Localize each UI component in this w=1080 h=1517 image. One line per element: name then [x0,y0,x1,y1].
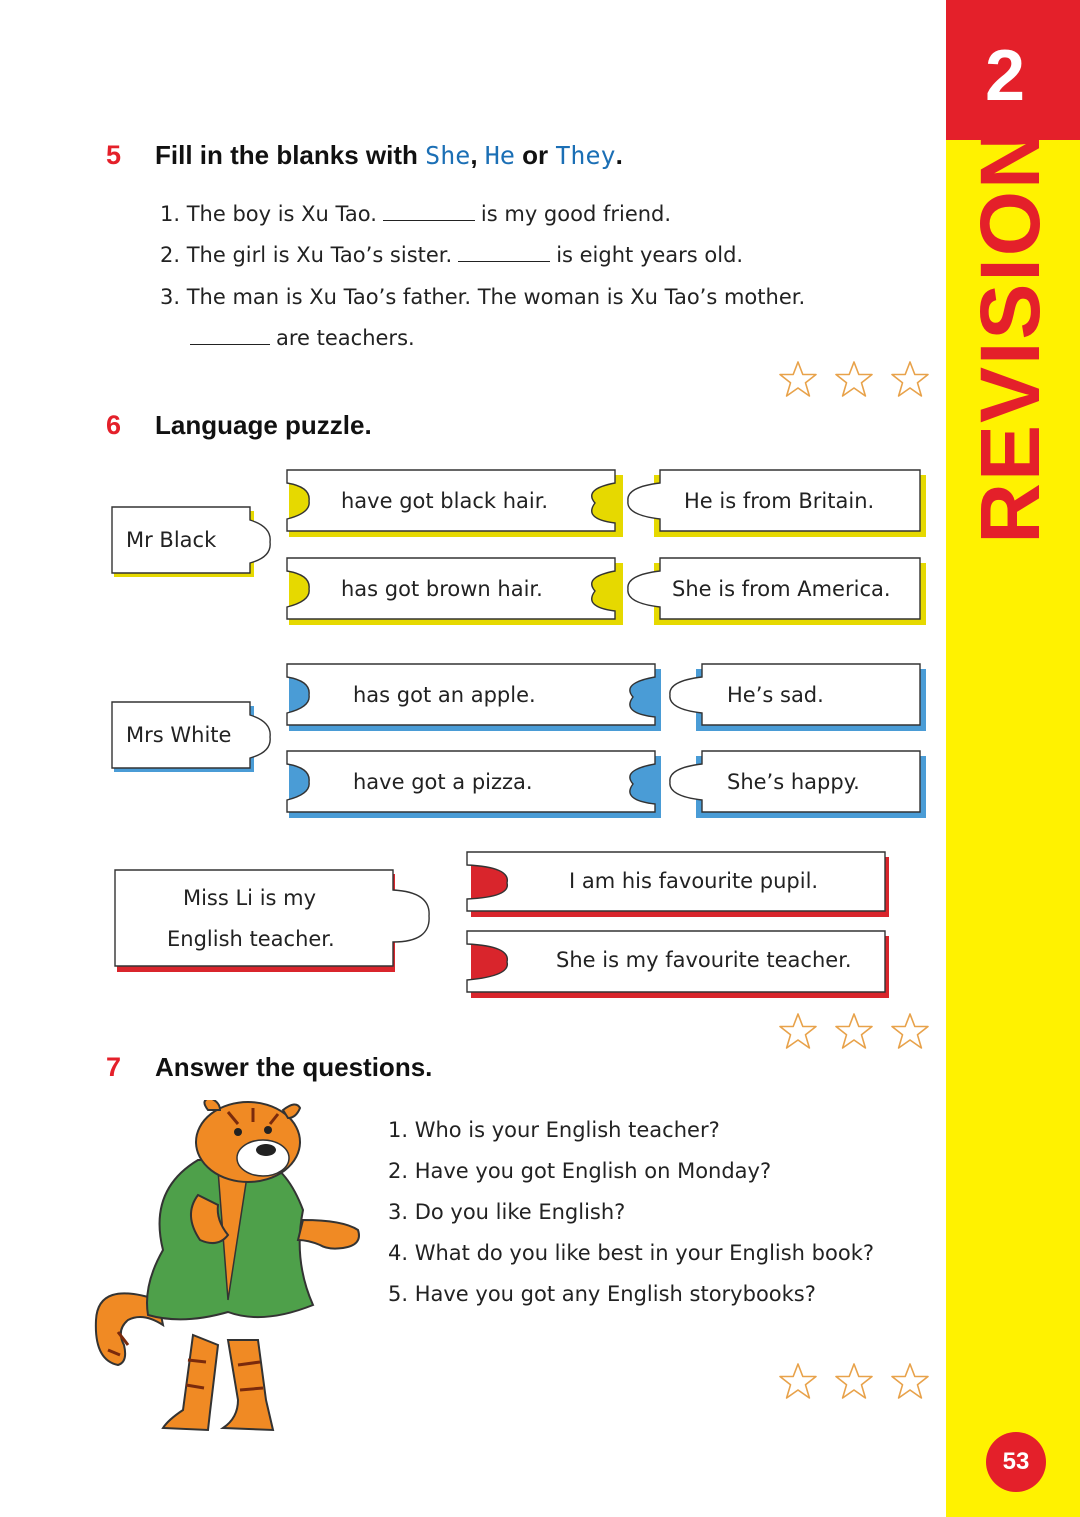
fill-item-3 [160,285,805,309]
word-she: She [425,141,471,170]
question-2: 2. Have you got English on Monday? [388,1159,772,1183]
piece-text: has got an apple. [353,683,536,707]
question-1: 1. Who is your English teacher? [388,1118,720,1142]
section-7-number: 7 [106,1052,122,1082]
section-6-number: 6 [106,410,122,440]
blank-1[interactable] [383,204,475,221]
piece-text: Mrs White [126,723,232,747]
title-comma: , [470,140,478,170]
puzzle-piece-subject[interactable] [110,700,275,775]
unit-number: 2 [984,36,1026,116]
puzzle-piece-right[interactable] [618,555,930,627]
star-outline-icon [892,1014,928,1048]
puzzle-piece-middle[interactable] [283,748,665,820]
revision-label: REVISION [963,126,1057,544]
puzzle-piece-middle[interactable] [283,661,665,733]
item-1-text: 1. The boy is Xu Tao. [160,202,377,226]
piece-text-line: Miss Li is my [182,886,317,910]
fill-item-1 [160,202,671,226]
piece-text: Mr Black [126,528,217,552]
section-5-title [155,140,623,171]
piece-text: have got black hair. [341,489,549,513]
piece-text: have got a pizza. [353,770,533,794]
word-he: He [484,141,515,170]
piece-text-line: English teacher. [167,927,335,951]
piece-text: has got brown hair. [341,577,543,601]
piece-text: She is my favourite teacher. [556,948,852,972]
rating-stars-5[interactable] [776,358,936,406]
section-6-title: Language puzzle. [155,410,372,440]
title-period: . [615,140,623,170]
star-outline-icon [780,1014,816,1048]
word-they: They [555,141,616,170]
puzzle-piece-right[interactable] [660,748,930,820]
puzzle-piece-right[interactable] [463,928,893,1000]
rating-stars-7[interactable] [776,1360,936,1408]
item-2-after: is eight years old. [556,243,744,267]
blank-3[interactable] [190,328,270,345]
title-or: or [522,140,549,170]
star-outline-icon [836,362,872,396]
question-5: 5. Have you got any English storybooks? [388,1282,816,1306]
piece-text: He’s sad. [727,683,824,707]
page-number: 53 [986,1432,1046,1492]
star-outline-icon [836,1014,872,1048]
item-2-text: 2. The girl is Xu Tao’s sister. [160,243,453,267]
star-outline-icon [780,1364,816,1398]
puzzle-piece-subject[interactable] [110,505,275,580]
piece-text: I am his favourite pupil. [569,869,819,893]
star-outline-icon [780,362,816,396]
fill-item-3-cont [184,326,415,350]
piece-text-multiline [167,878,335,960]
piece-text: She is from America. [672,577,891,601]
puzzle-piece-right[interactable] [618,467,930,539]
blank-2[interactable] [458,245,550,262]
item-1-after: is my good friend. [480,202,672,226]
star-outline-icon [892,362,928,396]
title-prefix: Fill in the blanks with [155,140,418,170]
star-outline-icon [892,1364,928,1398]
question-3: 3. Do you like English? [388,1200,626,1224]
fill-item-2 [160,243,743,267]
section-5-number: 5 [106,140,122,170]
tiger-illustration-icon [88,1100,378,1435]
item-3-text: 3. The man is Xu Tao’s father. The woman is Xu Tao’s mother. [160,285,806,309]
piece-text: She’s happy. [727,770,860,794]
rating-stars-6[interactable] [776,1010,936,1058]
section-7-title: Answer the questions. [155,1052,433,1082]
puzzle-piece-middle[interactable] [283,555,628,627]
puzzle-piece-middle[interactable] [283,467,628,539]
puzzle-piece-right[interactable] [463,849,893,921]
question-4: 4. What do you like best in your English book? [388,1241,875,1265]
piece-text: He is from Britain. [684,489,875,513]
star-outline-icon [836,1364,872,1398]
puzzle-piece-subject[interactable] [113,868,438,974]
puzzle-piece-right[interactable] [660,661,930,733]
item-3-after: are teachers. [276,326,415,350]
